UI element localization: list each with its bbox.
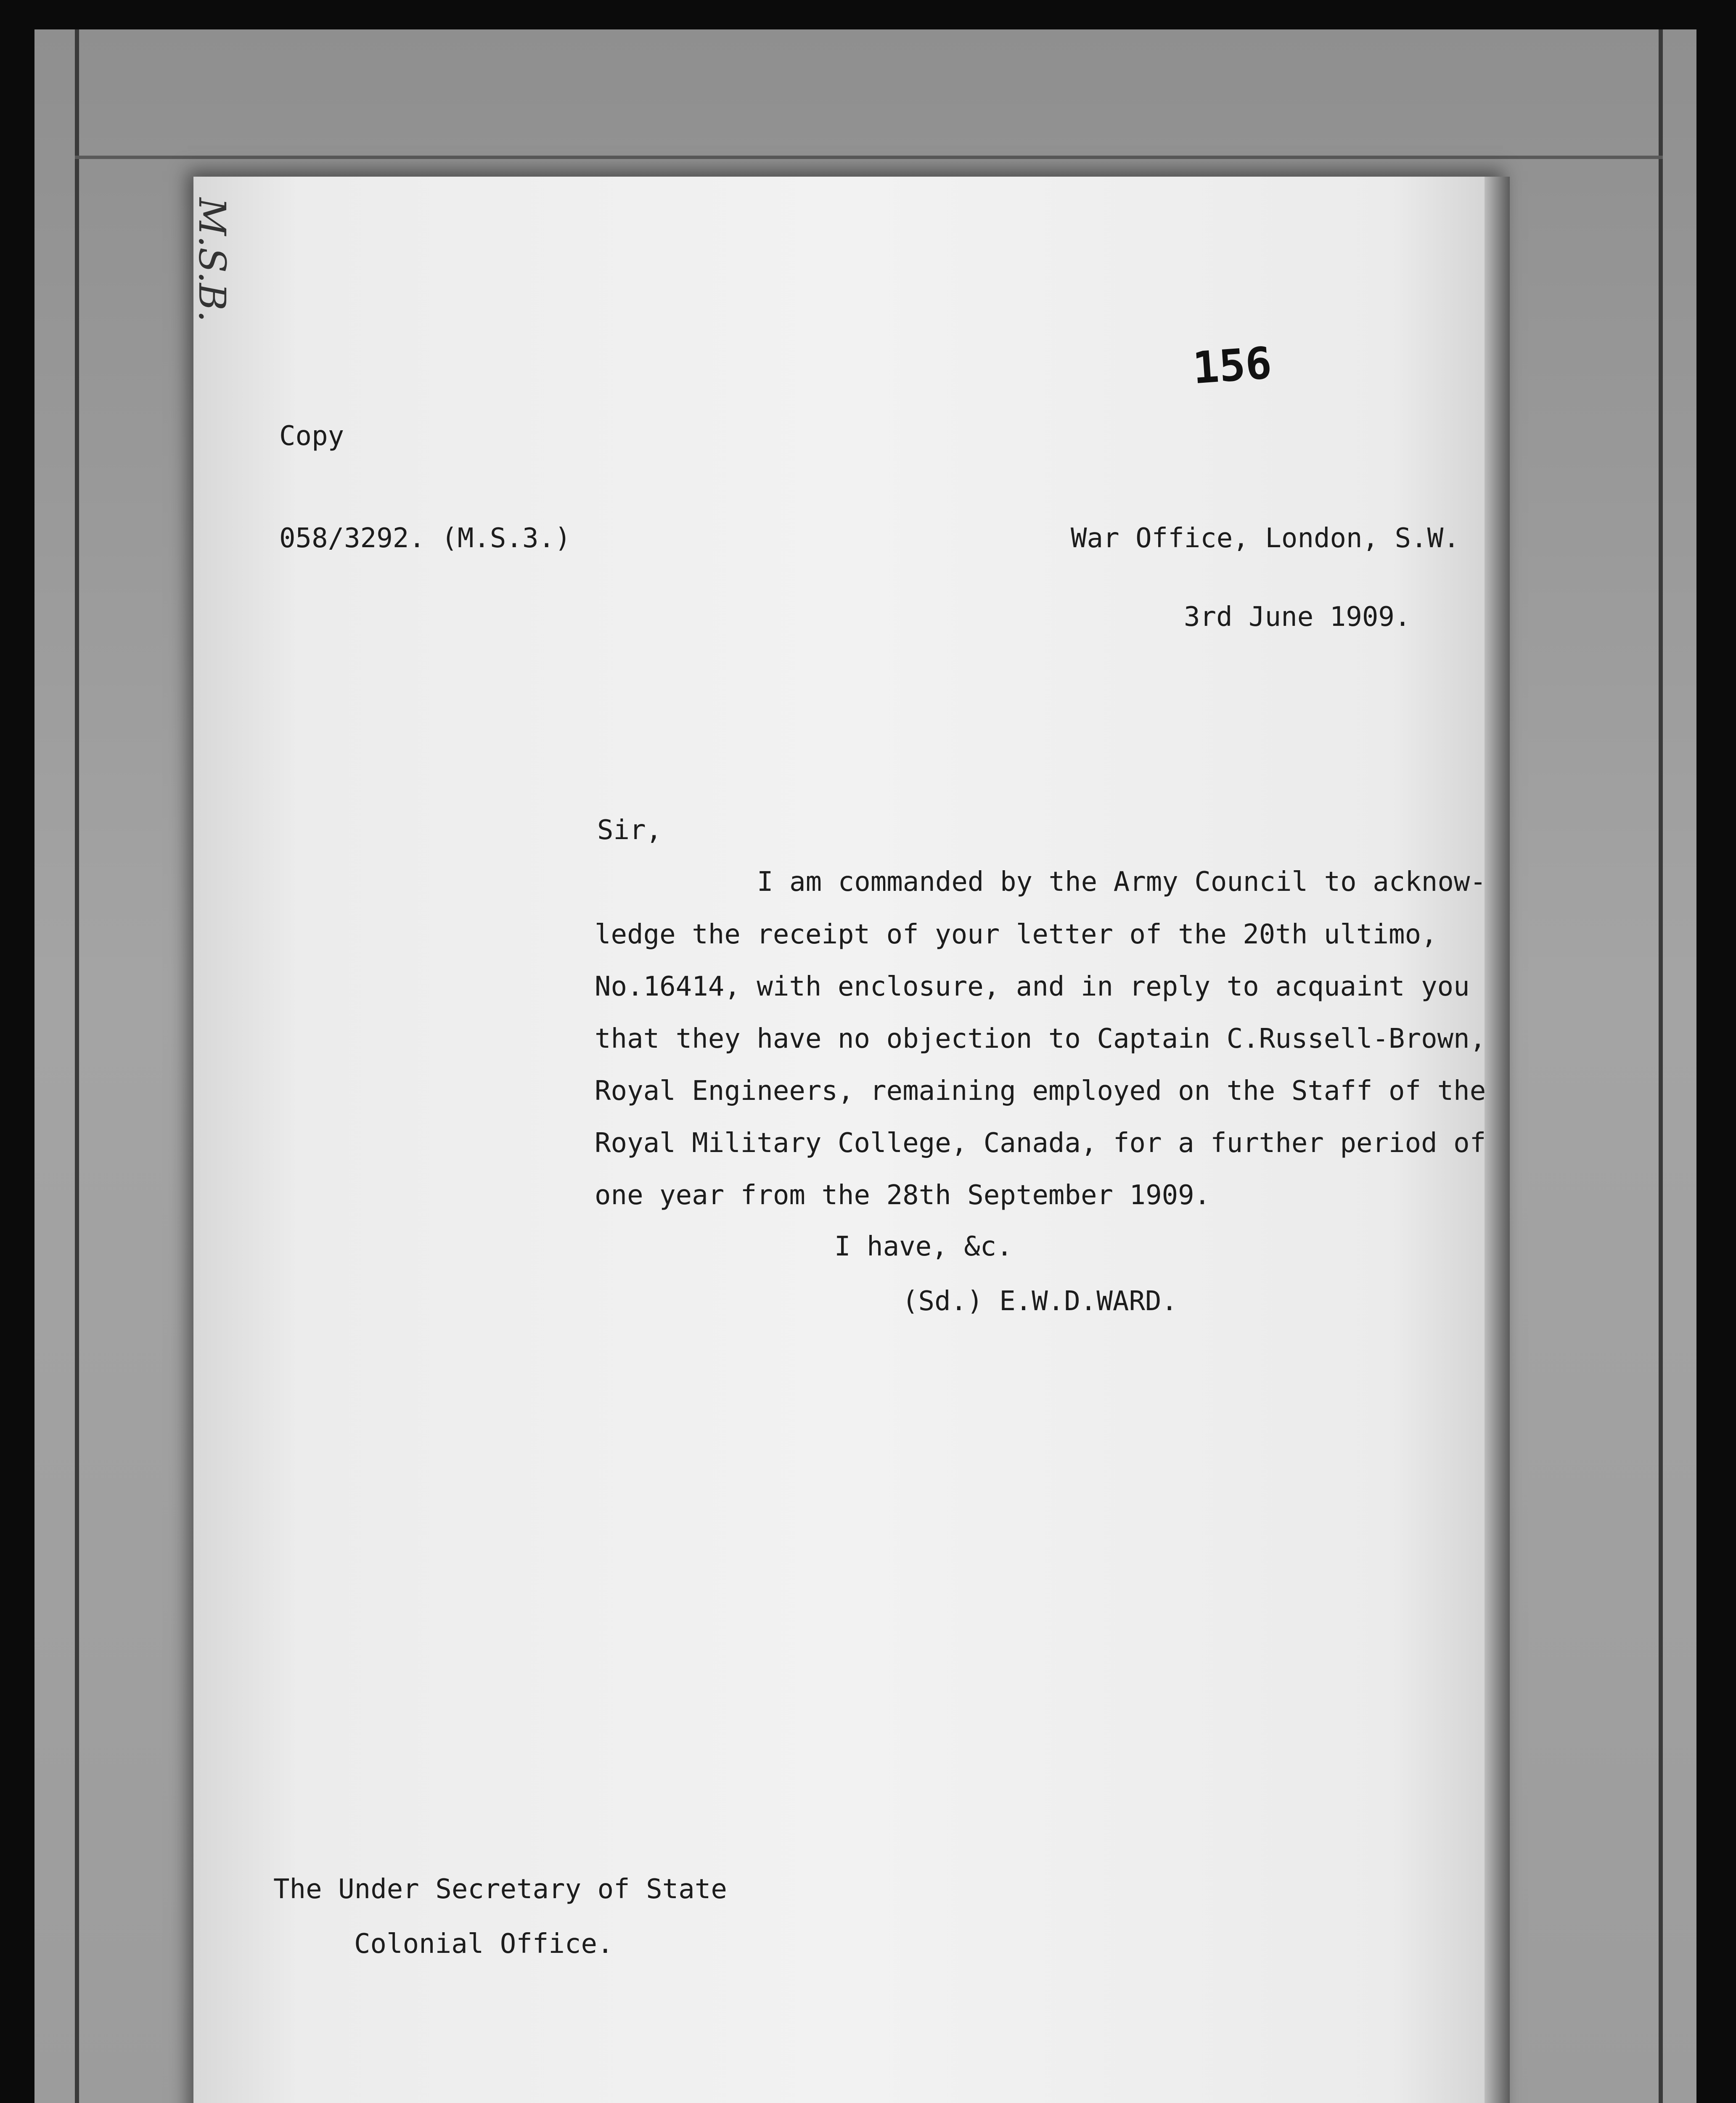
body-line: ledge the receipt of your letter of the 20th ultimo, bbox=[595, 919, 1437, 950]
salutation: Sir, bbox=[597, 815, 662, 846]
signature: (Sd.) E.W.D.WARD. bbox=[902, 1286, 1178, 1317]
frame-border-top bbox=[75, 156, 1663, 159]
closing-line: I have, &c. bbox=[834, 1231, 1013, 1262]
body-line: one year from the 28th September 1909. bbox=[595, 1180, 1211, 1211]
body-line: Royal Military College, Canada, for a further period of bbox=[595, 1128, 1486, 1159]
body-line: that they have no objection to Captain C.Russell-Brown, bbox=[595, 1023, 1486, 1054]
handwritten-margin-note: M.S.B. bbox=[191, 198, 234, 322]
reference-number: 058/3292. (M.S.3.) bbox=[279, 523, 571, 554]
recipient-office: Colonial Office. bbox=[354, 1928, 614, 1960]
sender-address: War Office, London, S.W. bbox=[1071, 523, 1460, 554]
body-line: Royal Engineers, remaining employed on the Staff of the bbox=[595, 1075, 1486, 1107]
frame-border-left bbox=[75, 29, 79, 2103]
frame-border-right bbox=[1659, 29, 1663, 2103]
copy-label: Copy bbox=[279, 421, 344, 452]
body-line: No.16414, with enclosure, and in reply to acquaint you bbox=[595, 971, 1470, 1002]
letter-date: 3rd June 1909. bbox=[1184, 601, 1411, 633]
sheet-shadow-edge bbox=[1485, 177, 1510, 2103]
recipient-title: The Under Secretary of State bbox=[273, 1874, 727, 1905]
page-number-stamp: 156 bbox=[1191, 337, 1273, 394]
body-line: I am commanded by the Army Council to acknow- bbox=[757, 866, 1486, 898]
